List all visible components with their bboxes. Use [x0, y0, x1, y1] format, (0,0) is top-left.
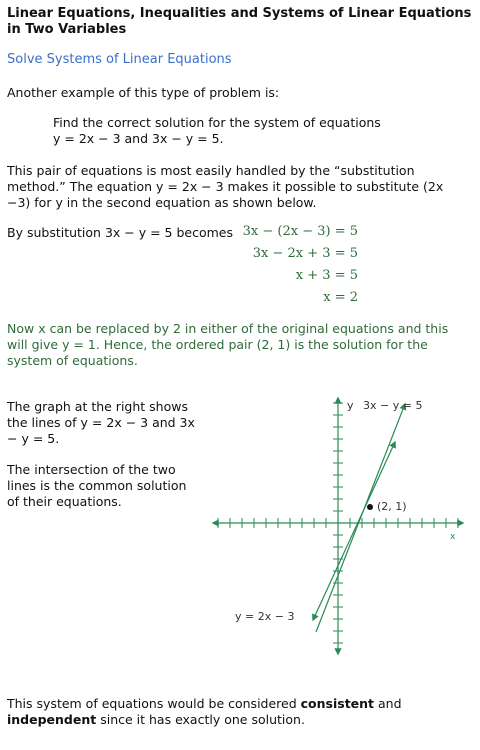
point-label: (2, 1) [377, 500, 407, 513]
page-title: Linear Equations, Inequalities and Systems of Linear Equations in Two Variables [7, 6, 472, 37]
footer-text [7, 696, 467, 728]
substitution-label: By substitution 3x − y = 5 becomes [7, 225, 233, 240]
step-4: x = 2 [323, 290, 358, 305]
line1-label: 3x − y = 5 [363, 399, 423, 412]
graph-caption-1: The graph at the right shows the lines of y = 2x − 3 and 3x − y = 5. [7, 399, 195, 446]
problem-line-2: y = 2x − 3 and 3x − y = 5. [53, 131, 224, 146]
footer-consistent: consistent [300, 696, 375, 711]
conclusion-text: Now x can be replaced by 2 in either of the original equations and this will give y = 1. Hence, the ordered pair (2, 1) is the solution for the system of equations. [7, 321, 449, 368]
intersection-point [367, 504, 373, 510]
step-2: 3x − 2x + 3 = 5 [252, 246, 358, 261]
intro-text: Another example of this type of problem is: [7, 85, 280, 100]
line-y-2x-3 [313, 442, 395, 620]
x-axis-label: x [450, 532, 456, 542]
section-subtitle: Solve Systems of Linear Equations [7, 52, 232, 67]
y-axis-label: y [347, 399, 354, 412]
footer-text-1: This system of equations would be considered [7, 696, 301, 711]
footer-text-3: since it has exactly one solution. [96, 712, 305, 727]
problem-line-1: Find the correct solution for the system of equations [53, 115, 381, 130]
graph-caption-2: The intersection of the two lines is the common solution of their equations. [7, 462, 187, 509]
step-3: x + 3 = 5 [295, 268, 358, 283]
footer-text-2: and [374, 696, 402, 711]
substitution-steps [240, 224, 358, 310]
system-graph [205, 392, 475, 662]
line2-label: y = 2x − 3 [235, 610, 295, 623]
footer-independent: independent [7, 712, 97, 727]
step-1: 3x − (2x − 3) = 5 [242, 224, 358, 239]
explanation-text: This pair of equations is most easily handled by the “substitution method.” The equation y = 2x − 3 makes it possible to substitute (2x −3) for y in the second equation as shown below. [7, 163, 444, 210]
